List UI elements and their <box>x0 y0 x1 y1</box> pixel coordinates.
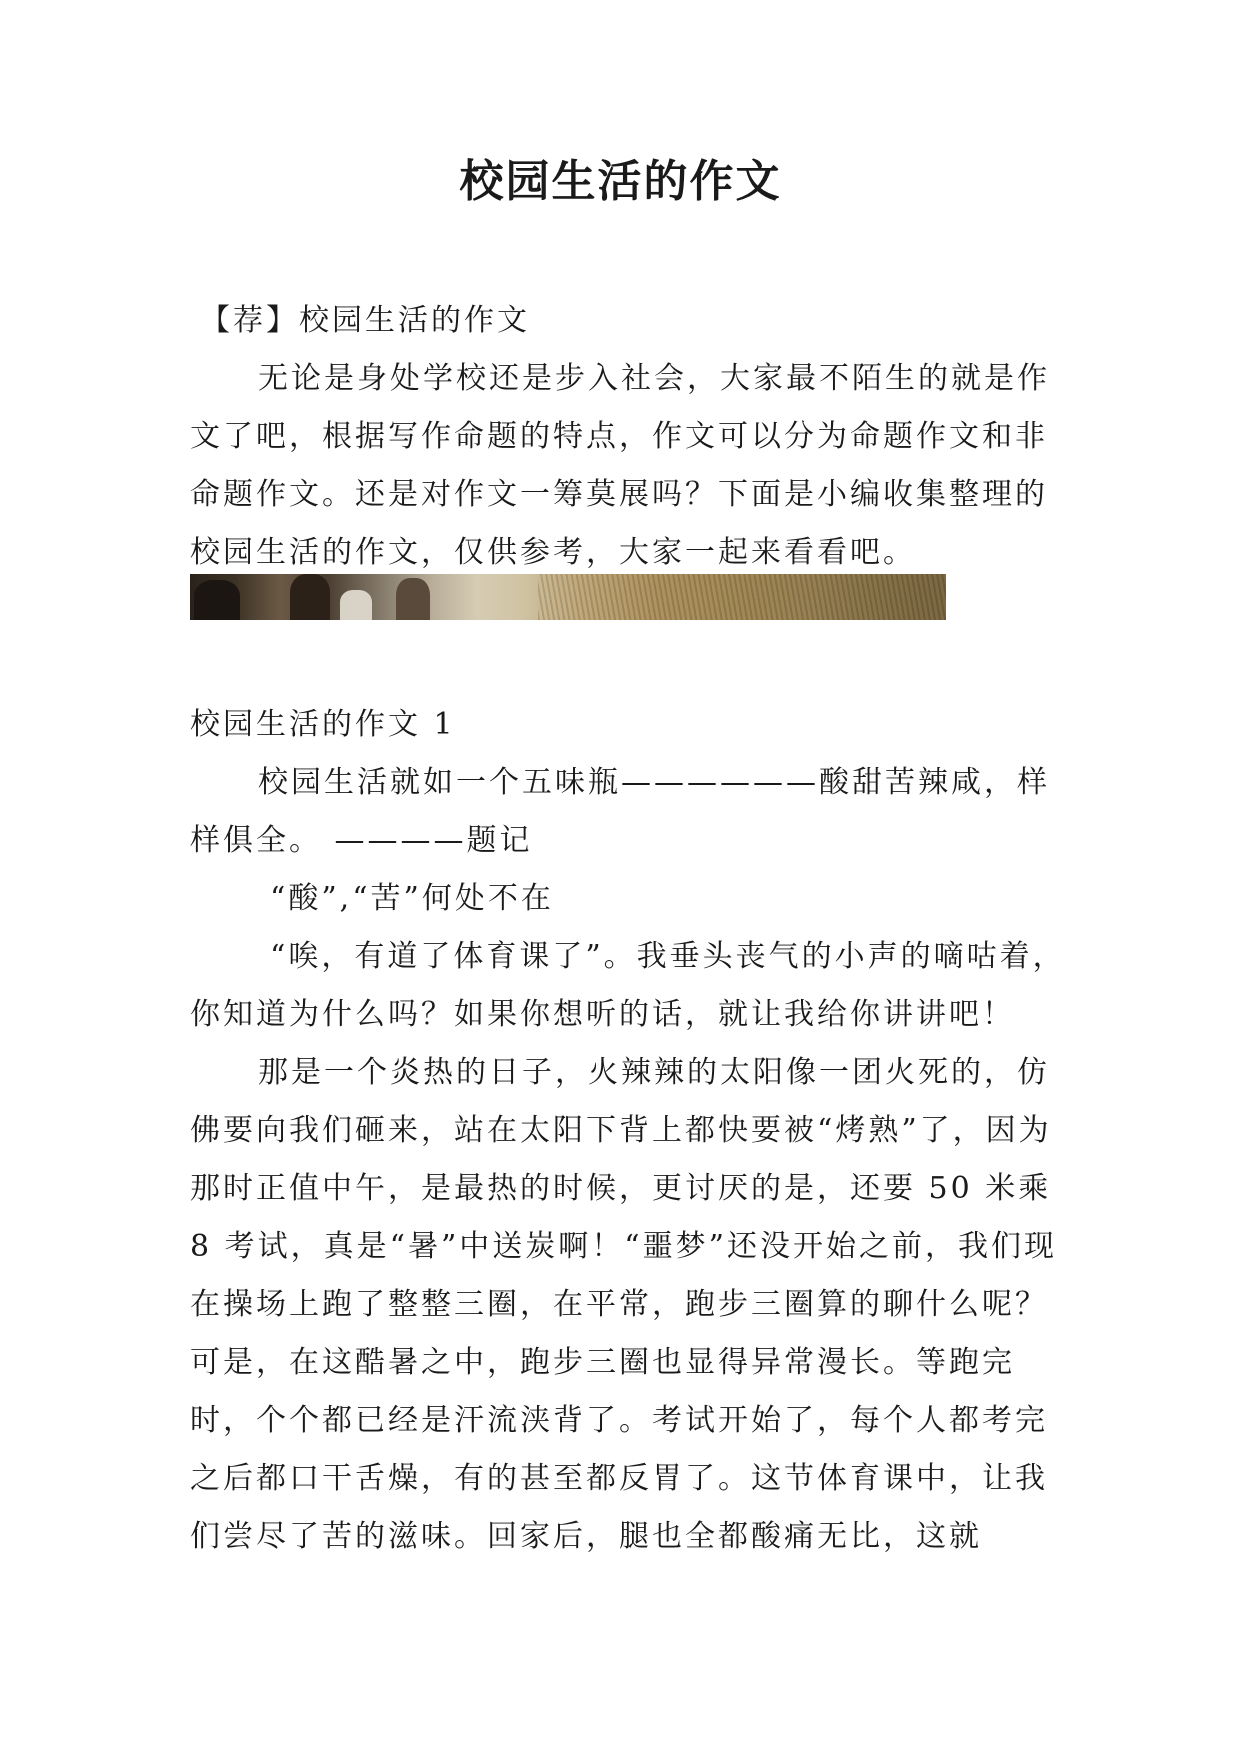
banner-grass-texture <box>538 574 946 620</box>
banner-person-figure <box>290 574 330 620</box>
banner-person-figure <box>340 590 372 620</box>
intro-paragraph: 无论是身处学校还是步入社会，大家最不陌生的就是作文了吧，根据写作命题的特点，作文可以分为命题作文和非命题作文。还是对作文一筹莫展吗？下面是小编收集整理的校园生活的作文，仅供参考，大家一起来看看吧。 <box>190 361 1050 570</box>
essay-1-paragraph-sigh: “唉，有道了体育课了”。我垂头丧气的小声的嘀咕着，你知道为什么吗？如果你想听的话，就让我给你讲讲吧！ <box>190 939 1066 1032</box>
intro-section <box>190 292 1070 582</box>
campus-banner-image <box>190 574 946 620</box>
document-title: 校园生活的作文 <box>459 156 782 207</box>
essay-1-heading: 校园生活的作文 1 <box>190 707 456 742</box>
essay-1-paragraph-epigraph: 校园生活就如一个五味瓶——————酸甜苦辣咸，样样俱全。 ————题记 <box>190 765 1050 858</box>
banner-person-figure <box>396 578 430 620</box>
essay-1-section <box>190 696 1070 1566</box>
essay-1-paragraph-story: 那是一个炎热的日子，火辣辣的太阳像一团火死的，仿佛要向我们砸来，站在太阳下背上都快要被“烤熟”了，因为那时正值中午，是最热的时候，更讨厌的是，还要 50 米乘 8 考试，真是“暑”中送炭啊！“噩梦”还没开始之前，我们现在操场上跑了整整三圈，在平常，跑步三圈算的聊什么呢？可是，在这酷暑之中，跑步三圈也显得异常漫长。等跑完时，个个都已经是汗流浃背了。考试开始了，每个人都考完之后都口干舌燥，有的甚至都反胃了。这节体育课中，让我们尝尽了苦的滋味。回家后，腿也全都酸痛无比，这就 <box>190 1055 1057 1554</box>
recommend-tag-line: 【荐】校园生活的作文 <box>200 303 530 338</box>
essay-1-paragraph-subtitle: “酸”,“苦”何处不在 <box>270 881 554 916</box>
banner-person-figure <box>194 580 240 620</box>
